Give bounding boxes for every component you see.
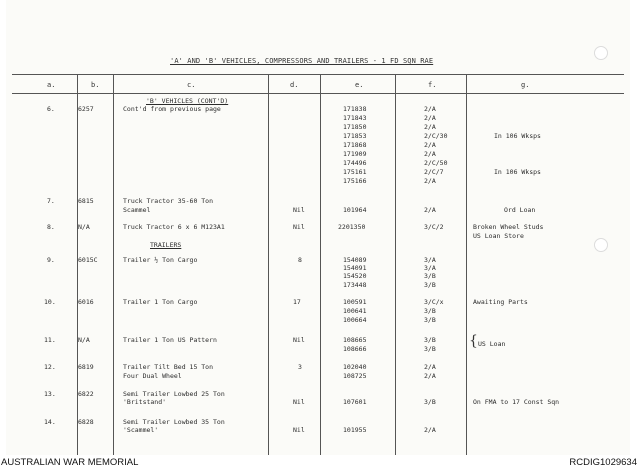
footer-source: AUSTRALIAN WAR MEMORIAL bbox=[1, 457, 139, 468]
cell-c: Four Dual Wheel bbox=[123, 372, 182, 380]
cell-a: 9. bbox=[47, 256, 55, 264]
column-divider bbox=[268, 74, 269, 455]
cell-e: 171843 bbox=[343, 114, 367, 122]
cell-f: 2/A bbox=[424, 177, 436, 185]
section-heading: TRAILERS bbox=[150, 241, 182, 249]
cell-f: 3/B bbox=[424, 272, 436, 280]
cell-c: Truck Tractor 6 x 6 M123A1 bbox=[123, 223, 225, 231]
cell-g: In 106 Wksps bbox=[494, 168, 541, 176]
cell-g: US Loan Store bbox=[473, 232, 524, 240]
cell-c: Trailer 1 Ton US Pattern bbox=[123, 336, 217, 344]
cell-f: 2/A bbox=[424, 150, 436, 158]
cell-d: 3 bbox=[298, 363, 302, 371]
header-g: g. bbox=[521, 81, 530, 89]
cell-f: 3/B bbox=[424, 281, 436, 289]
cell-f: 3/B bbox=[424, 345, 436, 353]
cell-b: 6815 bbox=[78, 197, 94, 205]
cell-e: 174496 bbox=[343, 159, 367, 167]
column-divider bbox=[466, 74, 467, 455]
cell-e: 101964 bbox=[343, 206, 367, 214]
cell-a: 14. bbox=[44, 418, 56, 426]
column-divider bbox=[320, 74, 321, 455]
cell-f: 2/A bbox=[424, 206, 436, 214]
cell-b: N/A bbox=[78, 336, 90, 344]
cell-f: 2/C/50 bbox=[424, 159, 448, 167]
cell-f: 2/A bbox=[424, 363, 436, 371]
cell-e: 173448 bbox=[343, 281, 367, 289]
cell-a: 10. bbox=[44, 298, 56, 306]
cell-g: On FMA to 17 Const Sqn bbox=[473, 398, 560, 406]
cell-f: 3/B bbox=[424, 307, 436, 315]
cell-b: N/A bbox=[78, 223, 90, 231]
cell-d: Nil bbox=[293, 206, 305, 214]
cell-c: Semi Trailer Lowbed 35 Ton bbox=[123, 418, 225, 426]
cell-e: 154091 bbox=[343, 264, 367, 272]
cell-e: 175161 bbox=[343, 168, 367, 176]
cell-c: Cont'd from previous page bbox=[123, 105, 221, 113]
cell-c: Scammel bbox=[123, 206, 151, 214]
header-e: e. bbox=[355, 81, 364, 89]
column-divider bbox=[395, 74, 396, 455]
cell-e: 108725 bbox=[343, 372, 367, 380]
cell-e: 101955 bbox=[343, 426, 367, 434]
cell-d: 17 bbox=[293, 298, 301, 306]
cell-a: 12. bbox=[44, 363, 56, 371]
section-heading: 'B' VEHICLES (CONT'D) bbox=[146, 97, 229, 105]
cell-b: 6822 bbox=[78, 390, 94, 398]
cell-g: Awaiting Parts bbox=[473, 298, 528, 306]
cell-e: 171850 bbox=[343, 123, 367, 131]
cell-c: 'Scammel' bbox=[123, 426, 159, 434]
footer-record-id: RCDIG1029634 bbox=[569, 457, 637, 468]
cell-a: 6. bbox=[47, 105, 55, 113]
header-a: a. bbox=[47, 81, 56, 89]
cell-c: 'Britstand' bbox=[123, 398, 167, 406]
cell-e: 100591 bbox=[343, 298, 367, 306]
cell-f: 3/B bbox=[424, 398, 436, 406]
table-top-rule bbox=[12, 74, 624, 75]
cell-c: Trailer 1 Ton Cargo bbox=[123, 298, 198, 306]
cell-e: 171838 bbox=[343, 105, 367, 113]
table-header-rule bbox=[12, 93, 624, 94]
cell-a: 11. bbox=[44, 336, 56, 344]
cell-d: 8 bbox=[298, 256, 302, 264]
header-f: f. bbox=[428, 81, 437, 89]
cell-d: Nil bbox=[293, 398, 305, 406]
header-d: d. bbox=[290, 81, 299, 89]
header-b: b. bbox=[91, 81, 100, 89]
punch-hole bbox=[594, 46, 608, 60]
cell-f: 2/A bbox=[424, 123, 436, 131]
cell-f: 3/A bbox=[424, 256, 436, 264]
cell-g: Broken Wheel Studs bbox=[473, 223, 544, 231]
cell-d: Nil bbox=[293, 426, 305, 434]
cell-c: Semi Trailer Lowbed 25 Ton bbox=[123, 390, 225, 398]
cell-f: 3/B bbox=[424, 316, 436, 324]
cell-e: 154520 bbox=[343, 272, 367, 280]
cell-e: 102040 bbox=[343, 363, 367, 371]
cell-d: Nil bbox=[293, 336, 305, 344]
cell-f: 2/C/30 bbox=[424, 132, 448, 140]
cell-e: 2201350 bbox=[338, 223, 366, 231]
column-divider bbox=[113, 74, 114, 455]
header-c: c. bbox=[187, 81, 196, 89]
cell-a: 7. bbox=[47, 197, 55, 205]
cell-b: 6015C bbox=[78, 256, 98, 264]
cell-d: Nil bbox=[293, 223, 305, 231]
cell-e: 100641 bbox=[343, 307, 367, 315]
cell-g: In 106 Wksps bbox=[494, 132, 541, 140]
cell-e: 175166 bbox=[343, 177, 367, 185]
cell-f: 2/A bbox=[424, 141, 436, 149]
cell-e: 171909 bbox=[343, 150, 367, 158]
cell-e: 100664 bbox=[343, 316, 367, 324]
cell-e: 108666 bbox=[343, 345, 367, 353]
punch-hole bbox=[594, 238, 608, 252]
cell-b: 6016 bbox=[78, 298, 94, 306]
cell-a: 13. bbox=[44, 390, 56, 398]
cell-f: 3/C/x bbox=[424, 298, 444, 306]
cell-f: 2/C/7 bbox=[424, 168, 444, 176]
cell-f: 2/A bbox=[424, 426, 436, 434]
cell-c: Truck Tractor 35-60 Ton bbox=[123, 197, 214, 205]
cell-f: 3/A bbox=[424, 264, 436, 272]
cell-f: 2/A bbox=[424, 114, 436, 122]
cell-b: 6828 bbox=[78, 418, 94, 426]
cell-a: 8. bbox=[47, 223, 55, 231]
cell-f: 2/A bbox=[424, 372, 436, 380]
cell-f: 3/B bbox=[424, 336, 436, 344]
cell-g: US Loan bbox=[478, 340, 506, 348]
brace-mark: { bbox=[469, 333, 478, 349]
cell-b: 6819 bbox=[78, 363, 94, 371]
cell-c: Trailer ½ Ton Cargo bbox=[123, 256, 198, 264]
cell-c: Trailer Tilt Bed 15 Ton bbox=[123, 363, 214, 371]
cell-e: 171853 bbox=[343, 132, 367, 140]
cell-e: 107601 bbox=[343, 398, 367, 406]
document-title: 'A' AND 'B' VEHICLES, COMPRESSORS AND TRAILERS - 1 FD SQN RAE bbox=[170, 57, 434, 65]
cell-e: 108665 bbox=[343, 336, 367, 344]
cell-e: 171868 bbox=[343, 141, 367, 149]
cell-f: 3/C/2 bbox=[424, 223, 444, 231]
cell-f: 2/A bbox=[424, 105, 436, 113]
cell-g: Ord Loan bbox=[504, 206, 536, 214]
cell-e: 154089 bbox=[343, 256, 367, 264]
cell-b: 6257 bbox=[78, 105, 94, 113]
